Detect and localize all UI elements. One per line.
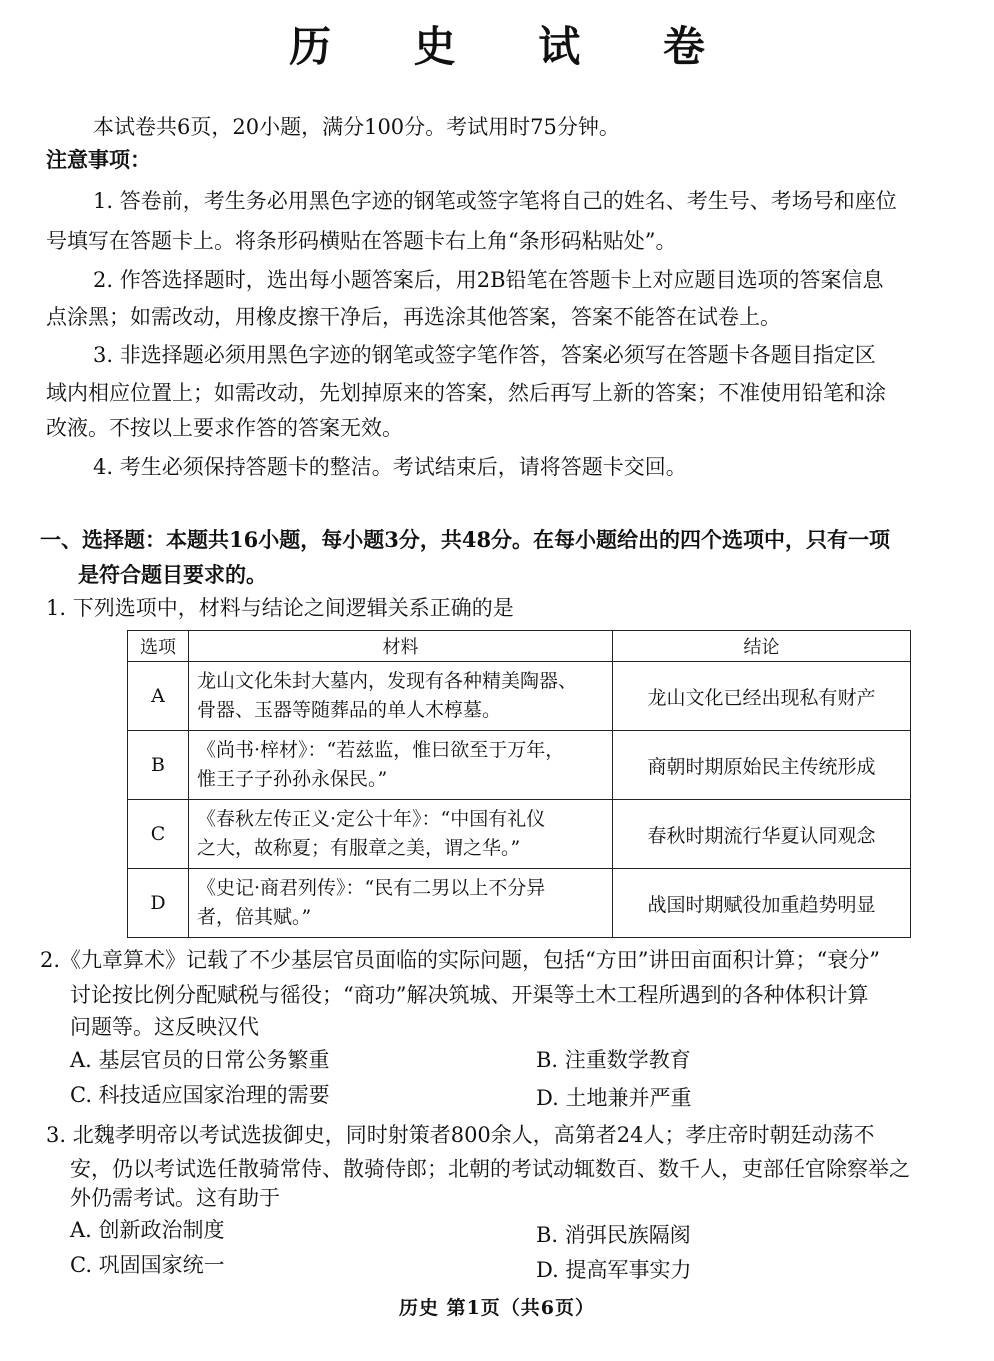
notice-1-line-2: 号填写在答题卡上。将条形码横贴在答题卡右上角“条形码粘贴处”。 bbox=[46, 229, 677, 253]
notice-heading: 注意事项： bbox=[46, 147, 151, 172]
material-line: 《春秋左传正义·定公十年》：“中国有礼仪 bbox=[197, 808, 546, 830]
material-line: 龙山文化朱封大墓内，发现有各种精美陶器、 bbox=[197, 670, 578, 692]
row-conclusion: 战国时期赋役加重趋势明显 bbox=[613, 869, 911, 938]
q2-stem-line-2: 讨论按比例分配赋税与徭役；“商功”解决筑城、开渠等土木工程所遇到的各种体积计算 bbox=[70, 983, 869, 1007]
notice-2-line-1: 2. 作答选择题时，选出每小题答案后，用2B铅笔在答题卡上对应题目选项的答案信息 bbox=[93, 268, 884, 292]
q1-table-header bbox=[128, 631, 911, 662]
material-line: 《史记·商君列传》：“民有二男以上不分异 bbox=[197, 877, 546, 899]
q3-stem-line-3: 外仍需考试。这有助于 bbox=[70, 1186, 280, 1210]
material-line: 者，倍其赋。” bbox=[197, 906, 312, 928]
q2-option-c: C. 科技适应国家治理的需要 bbox=[70, 1083, 330, 1107]
q2-stem-line-3: 问题等。这反映汉代 bbox=[70, 1015, 259, 1039]
q3-option-b: B. 消弭民族隔阂 bbox=[536, 1223, 691, 1247]
q1-header-material: 材料 bbox=[189, 631, 613, 662]
q1-stem: 1. 下列选项中，材料与结论之间逻辑关系正确的是 bbox=[46, 596, 514, 620]
q1-table bbox=[127, 630, 911, 938]
notice-4-line-1: 4. 考生必须保持答题卡的整洁。考试结束后，请将答题卡交回。 bbox=[93, 455, 687, 479]
material-line: 惟王子子孙孙永保民。” bbox=[197, 768, 388, 790]
section-heading-line-2: 是符合题目要求的。 bbox=[78, 562, 267, 587]
q3-option-a: A. 创新政治制度 bbox=[70, 1218, 225, 1242]
page-footer: 历史 第1页（共6页） bbox=[398, 1297, 596, 1319]
material-line: 《尚书·梓材》：“若兹监，惟曰欲至于万年， bbox=[197, 739, 565, 761]
q2-option-a: A. 基层官员的日常公务繁重 bbox=[70, 1048, 330, 1072]
page-title: 历 史 试 卷 bbox=[289, 22, 739, 71]
q3-option-d: D. 提高军事实力 bbox=[536, 1258, 692, 1282]
notice-2-line-2: 点涂黑；如需改动，用橡皮擦干净后，再选涂其他答案，答案不能答在试卷上。 bbox=[46, 305, 781, 329]
q3-stem-line-1: 3. 北魏孝明帝以考试选拔御史，同时射策者800余人，高第者24人；孝庄帝时朝廷动荡不 bbox=[46, 1123, 875, 1147]
row-material bbox=[189, 662, 613, 731]
intro-text: 本试卷共6页，20小题，满分100分。考试用时75分钟。 bbox=[93, 115, 620, 139]
q3-option-c: C. 巩固国家统一 bbox=[70, 1253, 225, 1277]
q3-stem-line-2: 安，仍以考试选任散骑常侍、散骑侍郎；北朝的考试动辄数百、数千人，吏部任官除察举之 bbox=[70, 1157, 910, 1181]
row-label: C bbox=[128, 800, 189, 869]
notice-3-line-2: 域内相应位置上；如需改动，先划掉原来的答案，然后再写上新的答案；不准使用铅笔和涂 bbox=[46, 381, 886, 405]
section-heading-line-1: 一、选择题：本题共16小题，每小题3分，共48分。在每小题给出的四个选项中，只有一项 bbox=[40, 527, 891, 552]
row-conclusion: 商朝时期原始民主传统形成 bbox=[613, 731, 911, 800]
material-line: 之大，故称夏；有服章之美，谓之华。” bbox=[197, 837, 521, 859]
material-line: 骨器、玉器等随葬品的单人木椁墓。 bbox=[197, 699, 502, 721]
q2-stem-line-1: 2.《九章算术》记载了不少基层官员面临的实际问题，包括“方田”讲田亩面积计算；“衰分” bbox=[40, 948, 880, 972]
notice-3-line-3: 改液。不按以上要求作答的答案无效。 bbox=[46, 416, 403, 440]
notice-3-line-1: 3. 非选择题必须用黑色字迹的钢笔或签字笔作答，答案必须写在答题卡各题目指定区 bbox=[93, 343, 876, 367]
notice-1-line-1: 1. 答卷前，考生务必用黑色字迹的钢笔或签字笔将自己的姓名、考生号、考场号和座位 bbox=[93, 189, 897, 213]
table-row bbox=[128, 800, 911, 869]
q2-option-b: B. 注重数学教育 bbox=[536, 1048, 691, 1072]
row-material bbox=[189, 731, 613, 800]
row-label: A bbox=[128, 662, 189, 731]
q1-header-conclusion: 结论 bbox=[613, 631, 911, 662]
table-row bbox=[128, 869, 911, 938]
row-conclusion: 龙山文化已经出现私有财产 bbox=[613, 662, 911, 731]
row-conclusion: 春秋时期流行华夏认同观念 bbox=[613, 800, 911, 869]
row-label: D bbox=[128, 869, 189, 938]
q1-header-option: 选项 bbox=[128, 631, 189, 662]
row-material bbox=[189, 869, 613, 938]
q2-option-d: D. 土地兼并严重 bbox=[536, 1086, 692, 1110]
row-label: B bbox=[128, 731, 189, 800]
table-row bbox=[128, 662, 911, 731]
table-row bbox=[128, 731, 911, 800]
row-material bbox=[189, 800, 613, 869]
